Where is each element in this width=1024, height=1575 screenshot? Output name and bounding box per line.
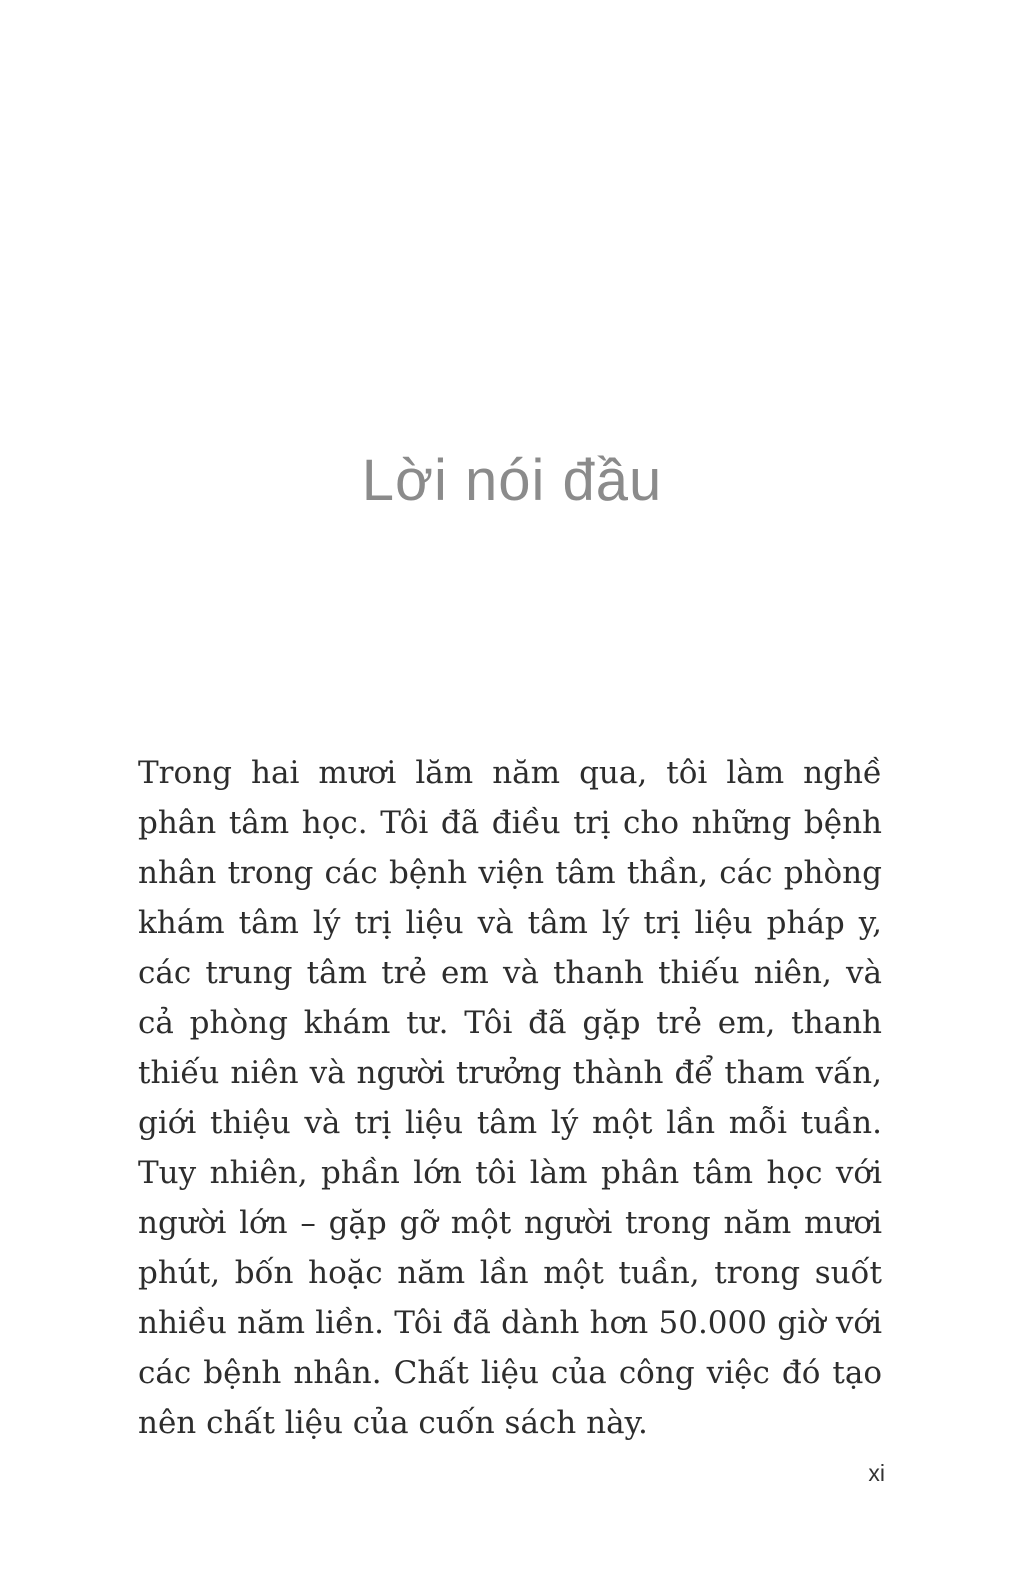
chapter-title: Lời nói đầu bbox=[361, 448, 663, 513]
page-number: xi bbox=[868, 1460, 885, 1486]
body-paragraph: Trong hai mươi lăm năm qua, tôi làm nghề phân tâm học. Tôi đã điều trị cho những bệnh nhân trong các bệnh viện tâm thần, các phòng khám tâm lý trị liệu và tâm lý trị liệu pháp y, các trung tâm trẻ em và thanh thiếu niên, và cả phòng khám tư. Tôi đã gặp trẻ em, thanh thiếu niên và người trưởng thành để tham vấn, giới thiệu và trị liệu tâm lý một lần mỗi tuần. Tuy nhiên, phần lớn tôi làm phân tâm học với người lớn – gặp gỡ một người trong năm mươi phút, bốn hoặc năm lần một tuần, trong suốt nhiều năm liền. Tôi đã dành hơn 50.000 giờ với các bệnh nhân. Chất liệu của công việc đó tạo nên chất liệu của cuốn sách này. bbox=[138, 755, 882, 1441]
